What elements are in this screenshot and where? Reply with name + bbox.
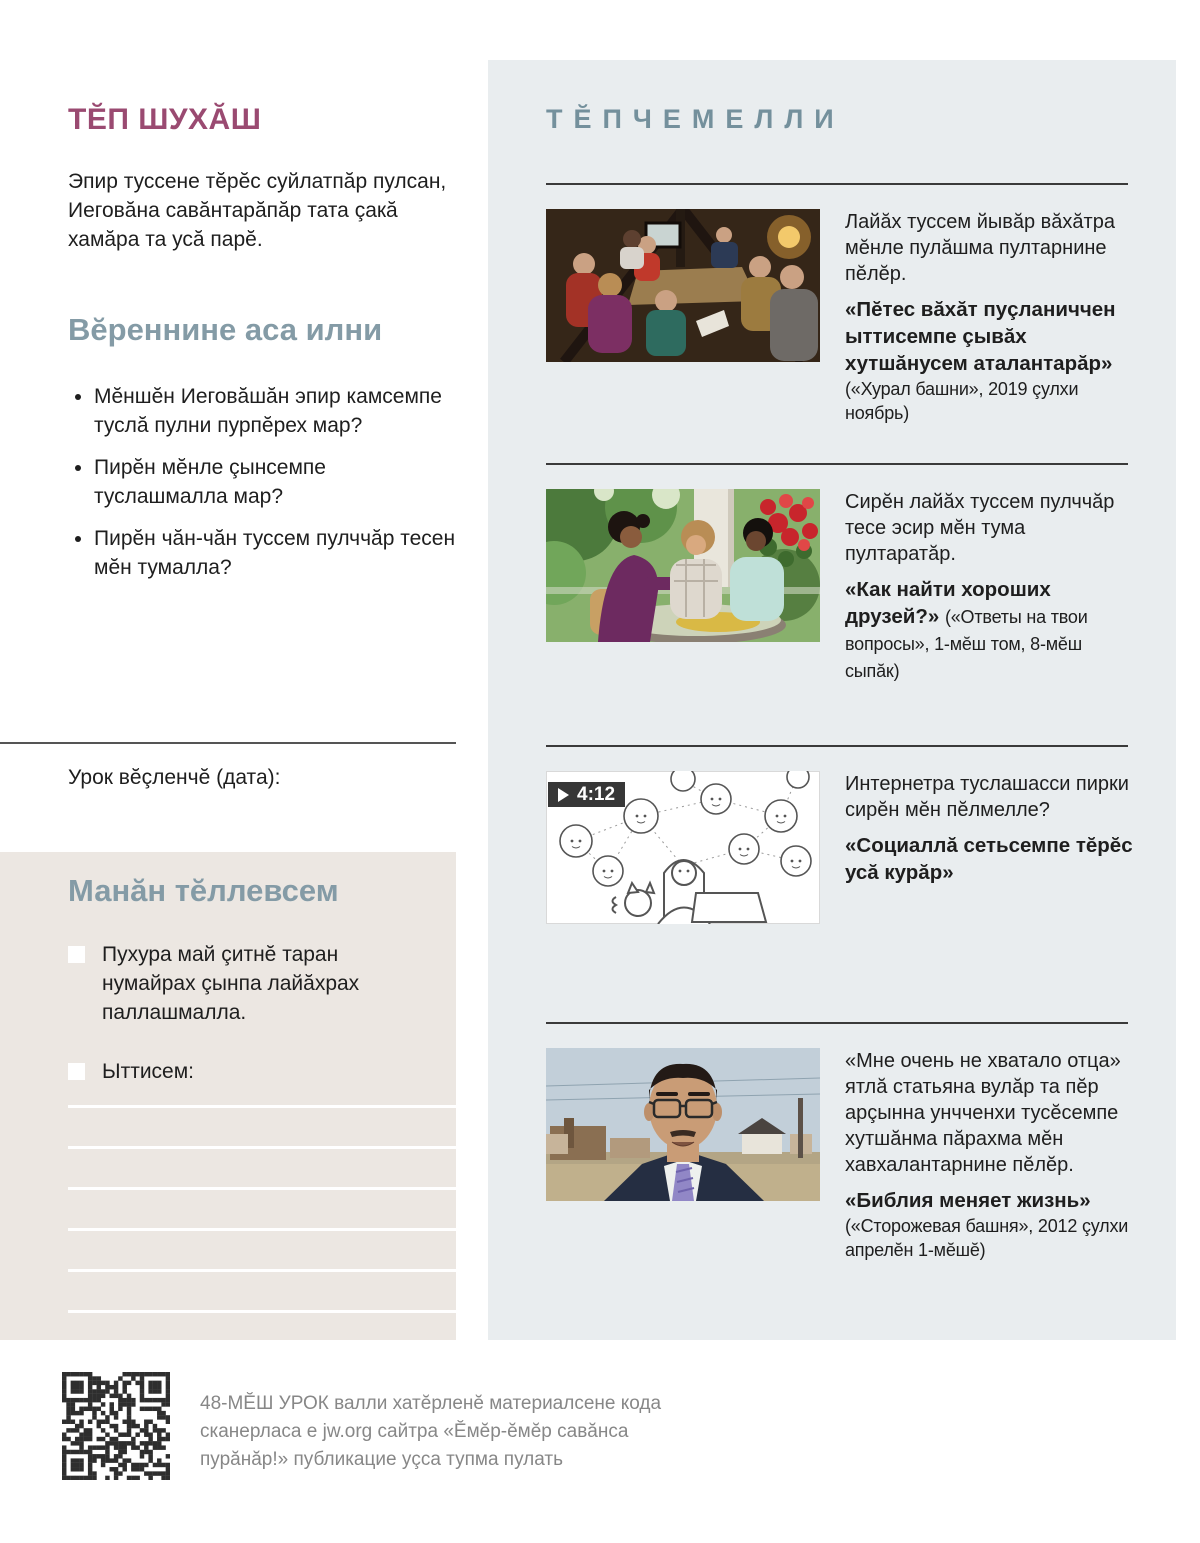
friends-at-cafe-photo bbox=[546, 489, 820, 642]
review-heading: Вĕреннине аса илни bbox=[68, 312, 383, 347]
video-duration: 4:12 bbox=[577, 783, 616, 805]
write-line[interactable] bbox=[68, 1146, 456, 1149]
write-line[interactable] bbox=[68, 1187, 456, 1190]
divider bbox=[546, 183, 1128, 185]
reference-item bbox=[546, 1048, 1146, 1262]
reference-description: «Мне очень не хватало отца» ятлă статьяна вулăр та пĕр арçынна унчченхи тусĕсемпе хутшăнма пăрахма мĕн хавхалантарнине пĕлĕр. bbox=[845, 1050, 1121, 1176]
reference-title: «Социаллă сетьсемпе тĕрĕс усă курăр» bbox=[845, 834, 1133, 884]
research-heading: ТĔПЧЕМЕЛЛИ bbox=[546, 104, 845, 134]
review-questions-list bbox=[68, 382, 460, 582]
attic-group-study-photo bbox=[546, 209, 820, 362]
reference-text bbox=[845, 771, 1137, 886]
goal-checkbox[interactable] bbox=[68, 946, 85, 963]
reference-source: («Хурал башни», 2019 çулхи ноябрь) bbox=[845, 379, 1079, 423]
goals-heading: Манăн тĕллевсем bbox=[68, 873, 339, 908]
reference-title: «Библия меняет жизнь» bbox=[845, 1189, 1091, 1212]
goal-text: Пухура май çитнĕ таран нумайрах çынпа лайăхрах паллашмалла. bbox=[102, 943, 360, 1024]
reference-source: («Ответы на твои вопросы», 1-мĕш том, 8-мĕш сыпăк) bbox=[845, 607, 1088, 681]
reference-item bbox=[546, 489, 1146, 684]
reference-text bbox=[845, 1048, 1137, 1262]
qr-code-icon bbox=[62, 1372, 170, 1480]
reference-item bbox=[546, 209, 1146, 425]
divider bbox=[546, 745, 1128, 747]
write-line[interactable] bbox=[68, 1105, 456, 1108]
divider bbox=[0, 742, 456, 744]
reference-title: «Как найти хороших друзей?» bbox=[845, 578, 1051, 628]
man-portrait-photo bbox=[546, 1048, 820, 1201]
main-point-heading: ТĔП ШУХĂШ bbox=[68, 103, 262, 136]
review-question: • Мĕншĕн Иеговăшăн эпир камсемпе туслă пулни пурпĕрех мар? bbox=[94, 382, 460, 440]
review-question: • Пирĕн мĕнле çынсемпе туслашмалла мар? bbox=[94, 453, 460, 511]
goal-checkbox[interactable] bbox=[68, 1063, 85, 1080]
video-duration-badge[interactable] bbox=[548, 782, 625, 807]
lesson-completed-label: Урок вĕçленчĕ (дата): bbox=[68, 766, 281, 789]
goals-box bbox=[0, 852, 456, 1340]
reference-title: «Пĕтес вăхăт пуçланиччен ыттисемпе çывăх хутшăнусем аталантарăр» bbox=[845, 298, 1116, 375]
divider bbox=[546, 463, 1128, 465]
write-line[interactable] bbox=[68, 1269, 456, 1272]
reference-text bbox=[845, 209, 1137, 425]
divider bbox=[546, 1022, 1128, 1024]
qr-caption: 48-МĔШ УРОК валли хатĕрленĕ материалсене кода сканерласа е jw.org сайтра «Ĕмĕр-ĕмĕр савăнса пурăнăр!» публикацие уçса тупма пулать bbox=[200, 1393, 662, 1470]
research-panel bbox=[488, 60, 1176, 1340]
write-line[interactable] bbox=[68, 1228, 456, 1231]
reference-description: Сирĕн лайăх туссем пулччăр тесе эсир мĕн тума пултаратăр. bbox=[845, 491, 1115, 565]
play-icon bbox=[558, 788, 569, 802]
write-line[interactable] bbox=[68, 1310, 456, 1313]
reference-description: Интернетра туслашасси пирки сирĕн мĕн пĕлмелле? bbox=[845, 773, 1129, 821]
goal-item bbox=[68, 940, 428, 1027]
reference-description: Лайăх туссем йывăр вăхăтра мĕнле пулăшма пултарнине пĕлĕр. bbox=[845, 211, 1115, 285]
left-column bbox=[68, 0, 460, 595]
reference-item bbox=[546, 771, 1146, 924]
reference-text bbox=[845, 489, 1137, 684]
social-network-video-thumbnail[interactable] bbox=[546, 771, 820, 924]
reference-source: («Сторожевая башня», 2012 çулхи апрелĕн 1-мĕшĕ) bbox=[845, 1216, 1129, 1260]
main-point-text: Эпир туссене тĕрĕс суйлатпăр пулсан, Иеговăна савăнтарăпăр тата çакă хамăра та усă парĕ. bbox=[68, 170, 447, 251]
goal-item bbox=[68, 1057, 428, 1086]
goal-text: Ыттисем: bbox=[102, 1060, 195, 1083]
review-question: • Пирĕн чăн-чăн туссем пулччăр тесен мĕн тумалла? bbox=[94, 524, 460, 582]
